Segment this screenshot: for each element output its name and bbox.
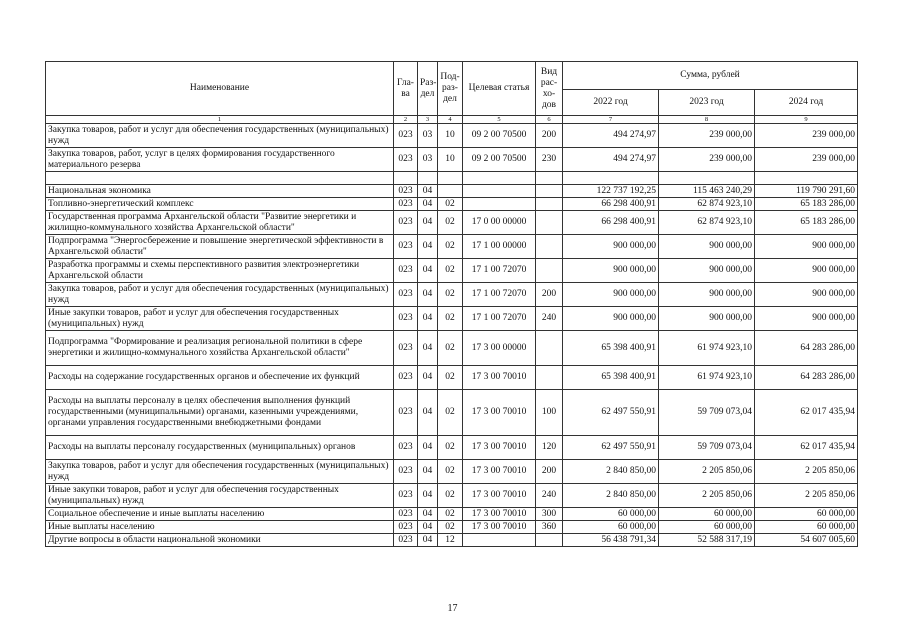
row-sum-2022: 56 438 791,34 (563, 534, 659, 547)
row-target: 17 3 00 70010 (463, 390, 536, 436)
header-year-2022: 2022 год (563, 90, 659, 116)
row-name: Иные закупки товаров, работ и услуг для обеспечения государственных (муниципальных) нужд (46, 484, 394, 508)
row-razdel: 04 (418, 534, 438, 547)
row-vid (536, 366, 563, 390)
row-sum-2022: 900 000,00 (563, 259, 659, 283)
row-sum-2024: 60 000,00 (755, 521, 858, 534)
row-name: Другие вопросы в области национальной экономики (46, 534, 394, 547)
table-row (46, 436, 858, 460)
row-podrazdel: 02 (438, 390, 463, 436)
row-sum-2023: 115 463 240,29 (659, 185, 755, 198)
row-razdel (418, 172, 438, 185)
row-podrazdel: 02 (438, 259, 463, 283)
row-target (463, 172, 536, 185)
row-vid (536, 534, 563, 547)
row-target: 17 3 00 00000 (463, 331, 536, 366)
row-name: Закупка товаров, работ и услуг для обеспечения государственных (муниципальных) нужд (46, 124, 394, 148)
page-number: 17 (447, 603, 458, 614)
table-row (46, 307, 858, 331)
row-target: 17 3 00 70010 (463, 508, 536, 521)
row-glava: 023 (394, 148, 418, 172)
row-vid: 200 (536, 460, 563, 484)
table-row (46, 259, 858, 283)
row-name: Расходы на содержание государственных органов и обеспечение их функций (46, 366, 394, 390)
row-glava (394, 172, 418, 185)
col-number: 5 (463, 116, 536, 124)
row-glava: 023 (394, 508, 418, 521)
header-year-2024: 2024 год (755, 90, 858, 116)
row-podrazdel: 10 (438, 124, 463, 148)
row-sum-2022: 65 398 400,91 (563, 366, 659, 390)
row-target: 17 3 00 70010 (463, 484, 536, 508)
table-row (46, 148, 858, 172)
row-name: Расходы на выплаты персоналу государственных (муниципальных) органов (46, 436, 394, 460)
row-glava: 023 (394, 211, 418, 235)
row-sum-2023: 60 000,00 (659, 508, 755, 521)
row-podrazdel: 12 (438, 534, 463, 547)
budget-table (45, 61, 858, 547)
row-sum-2024: 65 183 286,00 (755, 211, 858, 235)
row-podrazdel: 10 (438, 148, 463, 172)
row-vid (536, 198, 563, 211)
row-sum-2024: 64 283 286,00 (755, 331, 858, 366)
row-vid: 120 (536, 436, 563, 460)
row-name: Подпрограмма "Формирование и реализация региональной политики в сфере энергетики и жилищно-коммунального хозяйства Архангельской области" (46, 331, 394, 366)
table-row (46, 235, 858, 259)
row-name: Иные закупки товаров, работ и услуг для обеспечения государственных (муниципальных) нужд (46, 307, 394, 331)
row-vid: 200 (536, 124, 563, 148)
row-podrazdel (438, 185, 463, 198)
row-sum-2023: 239 000,00 (659, 124, 755, 148)
row-vid (536, 185, 563, 198)
row-sum-2024: 54 607 005,60 (755, 534, 858, 547)
header-glava: Гла-ва (394, 62, 418, 116)
table-row (46, 460, 858, 484)
row-razdel: 04 (418, 283, 438, 307)
row-sum-2024: 900 000,00 (755, 235, 858, 259)
row-target: 09 2 00 70500 (463, 124, 536, 148)
row-name: Подпрограмма "Энергосбережение и повышение энергетической эффективности в Архангельской области" (46, 235, 394, 259)
row-razdel: 04 (418, 460, 438, 484)
row-sum-2023: 239 000,00 (659, 148, 755, 172)
row-sum-2022 (563, 172, 659, 185)
row-vid (536, 211, 563, 235)
row-sum-2024: 239 000,00 (755, 124, 858, 148)
row-name: Закупка товаров, работ и услуг для обеспечения государственных (муниципальных) нужд (46, 460, 394, 484)
row-razdel: 04 (418, 331, 438, 366)
row-sum-2023: 900 000,00 (659, 307, 755, 331)
row-glava: 023 (394, 235, 418, 259)
col-number: 8 (659, 116, 755, 124)
table-row (46, 534, 858, 547)
row-target: 17 3 00 70010 (463, 436, 536, 460)
row-razdel: 04 (418, 484, 438, 508)
table-row (46, 390, 858, 436)
row-sum-2023 (659, 172, 755, 185)
row-sum-2022: 900 000,00 (563, 283, 659, 307)
row-sum-2022: 60 000,00 (563, 521, 659, 534)
row-glava: 023 (394, 198, 418, 211)
row-vid: 230 (536, 148, 563, 172)
row-glava: 023 (394, 307, 418, 331)
row-target: 17 3 00 70010 (463, 521, 536, 534)
table-row (46, 124, 858, 148)
row-target: 09 2 00 70500 (463, 148, 536, 172)
row-podrazdel: 02 (438, 508, 463, 521)
row-sum-2023: 900 000,00 (659, 283, 755, 307)
row-vid: 360 (536, 521, 563, 534)
row-razdel: 04 (418, 366, 438, 390)
row-vid: 100 (536, 390, 563, 436)
row-podrazdel: 02 (438, 521, 463, 534)
row-sum-2024: 65 183 286,00 (755, 198, 858, 211)
row-glava: 023 (394, 366, 418, 390)
row-podrazdel: 02 (438, 436, 463, 460)
row-razdel: 04 (418, 521, 438, 534)
row-sum-2023: 62 874 923,10 (659, 198, 755, 211)
row-sum-2024: 119 790 291,60 (755, 185, 858, 198)
row-sum-2022: 494 274,97 (563, 148, 659, 172)
row-sum-2022: 122 737 192,25 (563, 185, 659, 198)
row-target: 17 3 00 70010 (463, 460, 536, 484)
row-sum-2022: 66 298 400,91 (563, 198, 659, 211)
row-target: 17 0 00 00000 (463, 211, 536, 235)
row-sum-2023: 61 974 923,10 (659, 331, 755, 366)
row-target: 17 1 00 72070 (463, 283, 536, 307)
row-name: Закупка товаров, работ, услуг в целях формирования государственного материального резерва (46, 148, 394, 172)
row-sum-2024: 62 017 435,94 (755, 390, 858, 436)
row-sum-2022: 60 000,00 (563, 508, 659, 521)
header-razdel: Раз-дел (418, 62, 438, 116)
row-glava: 023 (394, 185, 418, 198)
row-sum-2024: 60 000,00 (755, 508, 858, 521)
row-podrazdel: 02 (438, 198, 463, 211)
row-sum-2022: 2 840 850,00 (563, 484, 659, 508)
row-razdel: 04 (418, 185, 438, 198)
row-podrazdel: 02 (438, 331, 463, 366)
row-sum-2024 (755, 172, 858, 185)
row-vid (536, 235, 563, 259)
row-sum-2022: 900 000,00 (563, 235, 659, 259)
row-target: 17 3 00 70010 (463, 366, 536, 390)
col-number: 4 (438, 116, 463, 124)
row-razdel: 04 (418, 211, 438, 235)
row-glava: 023 (394, 124, 418, 148)
col-number: 6 (536, 116, 563, 124)
table-row (46, 508, 858, 521)
row-name: Закупка товаров, работ и услуг для обеспечения государственных (муниципальных) нужд (46, 283, 394, 307)
row-name: Национальная экономика (46, 185, 394, 198)
header-year-2023: 2023 год (659, 90, 755, 116)
row-glava: 023 (394, 460, 418, 484)
row-target: 17 1 00 72070 (463, 307, 536, 331)
row-podrazdel: 02 (438, 366, 463, 390)
row-podrazdel: 02 (438, 484, 463, 508)
col-number: 7 (563, 116, 659, 124)
table-row (46, 331, 858, 366)
row-sum-2023: 61 974 923,10 (659, 366, 755, 390)
row-glava: 023 (394, 436, 418, 460)
row-sum-2024: 239 000,00 (755, 148, 858, 172)
header-name: Наименование (46, 62, 394, 116)
table-row (46, 521, 858, 534)
row-name: Разработка программы и схемы перспективного развития электроэнергетики Архангельской области (46, 259, 394, 283)
row-target: 17 1 00 00000 (463, 235, 536, 259)
table-row (46, 283, 858, 307)
row-podrazdel: 02 (438, 460, 463, 484)
row-razdel: 04 (418, 259, 438, 283)
table-row-empty (46, 172, 858, 185)
row-glava: 023 (394, 521, 418, 534)
col-number: 3 (418, 116, 438, 124)
row-razdel: 04 (418, 390, 438, 436)
row-vid: 200 (536, 283, 563, 307)
row-sum-2022: 62 497 550,91 (563, 436, 659, 460)
row-podrazdel: 02 (438, 283, 463, 307)
row-sum-2024: 62 017 435,94 (755, 436, 858, 460)
row-glava: 023 (394, 259, 418, 283)
row-sum-2023: 2 205 850,06 (659, 484, 755, 508)
row-sum-2022: 65 398 400,91 (563, 331, 659, 366)
header-sum: Сумма, рублей (563, 62, 858, 90)
row-sum-2023: 900 000,00 (659, 259, 755, 283)
table-row (46, 484, 858, 508)
row-podrazdel: 02 (438, 307, 463, 331)
row-sum-2024: 900 000,00 (755, 283, 858, 307)
row-razdel: 04 (418, 307, 438, 331)
row-vid (536, 259, 563, 283)
row-vid: 240 (536, 307, 563, 331)
row-razdel: 03 (418, 148, 438, 172)
row-sum-2023: 2 205 850,06 (659, 460, 755, 484)
row-vid (536, 172, 563, 185)
row-target (463, 198, 536, 211)
row-glava: 023 (394, 331, 418, 366)
row-name: Государственная программа Архангельской области "Развитие энергетики и жилищно-коммунального хозяйства Архангельской области" (46, 211, 394, 235)
row-target (463, 185, 536, 198)
row-glava: 023 (394, 484, 418, 508)
row-sum-2022: 62 497 550,91 (563, 390, 659, 436)
row-razdel: 04 (418, 198, 438, 211)
table-row (46, 198, 858, 211)
row-sum-2023: 52 588 317,19 (659, 534, 755, 547)
row-sum-2023: 62 874 923,10 (659, 211, 755, 235)
row-razdel: 04 (418, 436, 438, 460)
row-target (463, 534, 536, 547)
row-vid: 300 (536, 508, 563, 521)
col-number: 9 (755, 116, 858, 124)
row-name: Расходы на выплаты персоналу в целях обеспечения выполнения функций государственными (муниципальными) органами, казенными учреждениями, органами управления государственными внебюджетными фондами (46, 390, 394, 436)
row-sum-2024: 900 000,00 (755, 307, 858, 331)
row-sum-2022: 900 000,00 (563, 307, 659, 331)
row-vid (536, 331, 563, 366)
row-sum-2023: 900 000,00 (659, 235, 755, 259)
col-number: 2 (394, 116, 418, 124)
row-sum-2024: 900 000,00 (755, 259, 858, 283)
row-podrazdel: 02 (438, 211, 463, 235)
row-podrazdel (438, 172, 463, 185)
table-row (46, 211, 858, 235)
row-sum-2023: 59 709 073,04 (659, 390, 755, 436)
row-sum-2022: 66 298 400,91 (563, 211, 659, 235)
row-sum-2024: 2 205 850,06 (755, 460, 858, 484)
row-sum-2024: 64 283 286,00 (755, 366, 858, 390)
col-number: 1 (46, 116, 394, 124)
row-sum-2024: 2 205 850,06 (755, 484, 858, 508)
row-glava: 023 (394, 390, 418, 436)
row-target: 17 1 00 72070 (463, 259, 536, 283)
table-row (46, 185, 858, 198)
row-razdel: 03 (418, 124, 438, 148)
row-glava: 023 (394, 534, 418, 547)
table-row (46, 366, 858, 390)
header-podrazdel: Под-раз-дел (438, 62, 463, 116)
row-sum-2023: 60 000,00 (659, 521, 755, 534)
row-sum-2022: 494 274,97 (563, 124, 659, 148)
row-sum-2023: 59 709 073,04 (659, 436, 755, 460)
row-vid: 240 (536, 484, 563, 508)
row-name: Иные выплаты населению (46, 521, 394, 534)
row-name: Топливно-энергетический комплекс (46, 198, 394, 211)
header-target: Целевая статья (463, 62, 536, 116)
header-vid: Вид рас-хо-дов (536, 62, 563, 116)
row-name (46, 172, 394, 185)
row-podrazdel: 02 (438, 235, 463, 259)
row-razdel: 04 (418, 235, 438, 259)
row-razdel: 04 (418, 508, 438, 521)
row-glava: 023 (394, 283, 418, 307)
row-sum-2022: 2 840 850,00 (563, 460, 659, 484)
row-name: Социальное обеспечение и иные выплаты населению (46, 508, 394, 521)
